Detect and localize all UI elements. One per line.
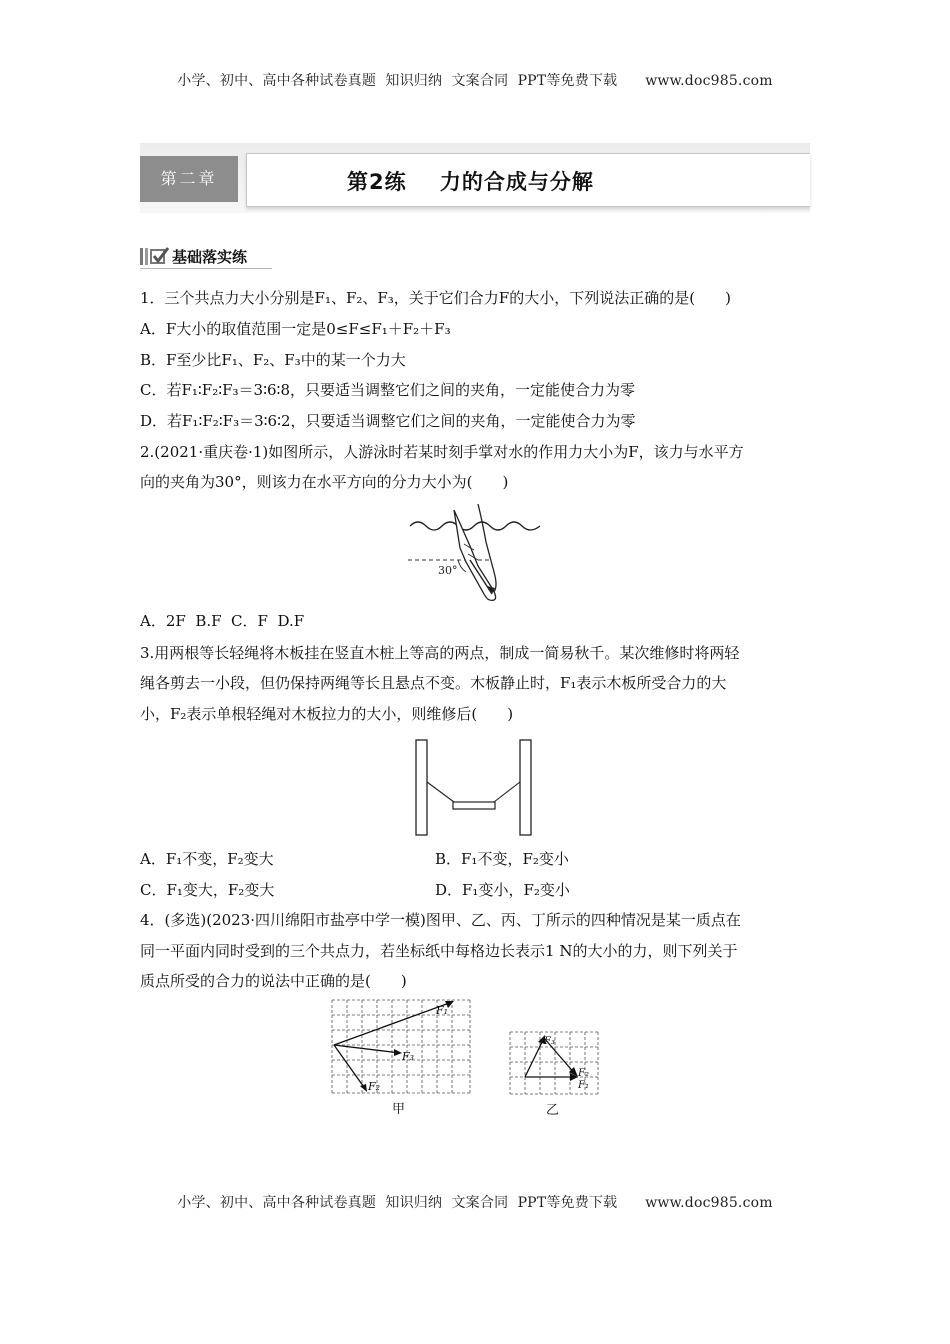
- q1-stem: 1．三个共点力大小分别是F₁、F₂、F₃，关于它们合力F的大小，下列说法正确的是( ): [140, 289, 731, 307]
- q2-line-1: 2.(2021·重庆卷·1)如图所示，人游泳时若某时刻手掌对水的作用力大小为F，该力与水平方: [140, 443, 744, 461]
- check-icon: [150, 246, 170, 266]
- q1-option-d: D．若F₁∶F₂∶F₃＝3∶6∶2，只要适当调整它们之间的夹角，一定能使合力为零: [140, 412, 636, 430]
- force-figure-jia: [330, 998, 475, 1120]
- q1-option-a: A．F大小的取值范围一定是0≤F≤F₁＋F₂＋F₃: [140, 320, 451, 338]
- yi-f1-label: F₁: [578, 1080, 589, 1091]
- jia-caption: 甲: [392, 1102, 406, 1117]
- swimmer-hand-figure: [408, 502, 543, 604]
- chapter-label: 第二章: [140, 156, 238, 202]
- q4-line-3: 质点所受的合力的说法中正确的是( ): [140, 972, 407, 990]
- yi-f2-label: F₂: [578, 1068, 589, 1079]
- q4-line-1: 4．(多选)(2023·四川绵阳市盐亭中学一模)图甲、乙、丙、丁所示的四种情况是某一质点在: [140, 911, 741, 929]
- jia-f1-label: F₁: [436, 1004, 449, 1017]
- q3-option-d: D．F₁变小，F₂变小: [435, 881, 570, 899]
- q2-line-2: 向的夹角为30°，则该力在水平方向的分力大小为( ): [140, 473, 509, 491]
- q1-option-c: C．若F₁∶F₂∶F₃＝3∶6∶8，只要适当调整它们之间的夹角，一定能使合力为零: [140, 381, 635, 399]
- q3-line-3: 小，F₂表示单根轻绳对木板拉力的大小，则维修后( ): [140, 705, 514, 723]
- yi-caption: 乙: [546, 1103, 560, 1118]
- title-box: [246, 153, 810, 207]
- swing-figure: [410, 738, 540, 838]
- section-bar: [140, 248, 143, 265]
- q2-options: A．2F B.F C．F D.F: [140, 612, 305, 630]
- section-title: 基础落实练: [172, 248, 248, 266]
- q1-option-b: B．F至少比F₁、F₂、F₃中的某一个力大: [140, 351, 406, 369]
- angle-label: 30°: [438, 564, 458, 577]
- chapter-banner: [140, 143, 810, 213]
- page-footer: 小学、初中、高中各种试卷真题 知识归纳 文案合同 PPT等免费下载 www.doc985.com: [177, 1195, 773, 1211]
- q3-option-c: C．F₁变大，F₂变大: [140, 881, 275, 899]
- q3-line-1: 3.用两根等长轻绳将木板挂在竖直木桩上等高的两点，制成一简易秋千。某次维修时将两轻: [140, 644, 740, 662]
- page-header: 小学、初中、高中各种试卷真题 知识归纳 文案合同 PPT等免费下载 www.doc985.com: [177, 73, 773, 89]
- section-underline: [140, 268, 272, 269]
- exercise-title: 第2练 力的合成与分解: [347, 170, 594, 194]
- section-bar: [145, 248, 148, 265]
- q3-option-a: A．F₁不变，F₂变大: [140, 850, 274, 868]
- section-heading: [140, 246, 272, 268]
- q4-line-2: 同一平面内同时受到的三个共点力，若坐标纸中每格边长表示1 N的大小的力，则下列关于: [140, 942, 738, 960]
- force-figure-yi: [508, 1030, 603, 1120]
- jia-f3-label: F₃: [402, 1050, 415, 1063]
- jia-f2-label: F₂: [368, 1080, 381, 1093]
- q3-option-b: B．F₁不变，F₂变小: [435, 850, 569, 868]
- q3-line-2: 绳各剪去一小段，但仍保持两绳等长且悬点不变。木板静止时，F₁表示木板所受合力的大: [140, 674, 727, 692]
- yi-f3-label: F₃: [544, 1036, 555, 1047]
